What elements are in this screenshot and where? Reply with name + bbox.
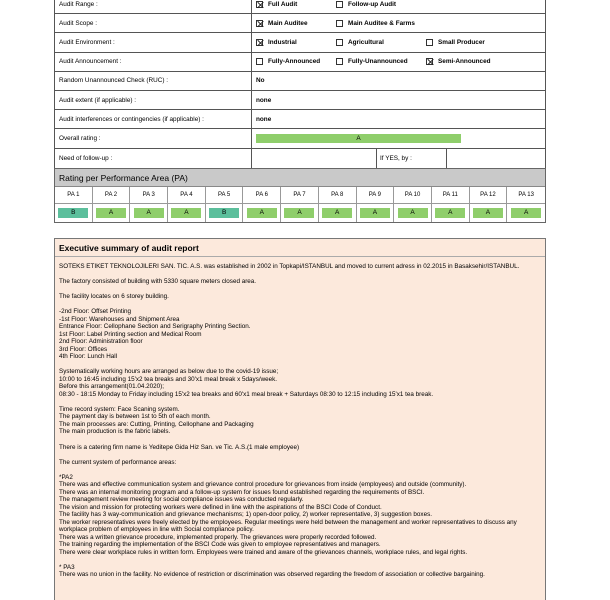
- audit-announcement-label: Audit Announcement :: [55, 52, 252, 71]
- pa-grade-cell: [394, 204, 432, 222]
- pa-grade-cell: [357, 204, 395, 222]
- audit-interferences-row: [55, 110, 546, 129]
- checkbox-icon[interactable]: [336, 58, 343, 65]
- checkbox-icon[interactable]: [256, 39, 263, 46]
- audit-environment-label: Audit Environment :: [55, 33, 252, 52]
- pa-grade-cell: [470, 204, 508, 222]
- overall-rating-label: Overall rating :: [55, 129, 252, 148]
- pa-grade-badge: A: [284, 208, 314, 218]
- pa-header-cell: PA 5: [206, 187, 244, 204]
- overall-rating-row: [55, 129, 546, 148]
- pa-grade-badge: A: [247, 208, 277, 218]
- summary-paragraph: * PA3 There was no union in the facility. No evidence of restriction or discrimination was observed regarding the freedom of association or collective bargaining.: [59, 563, 485, 579]
- summary-paragraph: The factory consisted of building with 5330 square meters closed area.: [59, 278, 257, 286]
- pa-header-cell: PA 8: [319, 187, 357, 204]
- summary-paragraph: The facility locates on 6 storey building.: [59, 293, 169, 301]
- audit-range-options: [252, 0, 546, 14]
- pa-grade-cell: [130, 204, 168, 222]
- pa-header-cell: PA 6: [243, 187, 281, 204]
- summary-paragraph: There is a catering firm name is Yeditepe Gida Hiz San. ve Tic. A.S.(1 male employee): [59, 443, 300, 451]
- pa-rating-title: Rating per Performance Area (PA): [55, 169, 545, 187]
- pa-grade-badge: A: [134, 208, 164, 218]
- summary-paragraph: Systematically working hours are arranged as below due to the covid-19 issue; 10:00 to 16:45 including 15'x2 tea breaks and 30'x1 meal break x 5days/week. Before this arrangement(01.04.2020); 08:30 - 18:15 Monday to Friday including 15'x2 tea breaks and 60'x1 meal break + Saturdays 08:30 to 12:15 including 15'x1 tea break.: [59, 368, 434, 398]
- pa-header-cell: PA 13: [507, 187, 545, 204]
- pa-header-cell: PA 12: [470, 187, 508, 204]
- overall-rating-value: A: [256, 134, 461, 143]
- option-industrial[interactable]: Industrial: [256, 39, 336, 46]
- pa-grade-badge: A: [435, 208, 465, 218]
- audit-environment-row: [55, 33, 546, 52]
- pa-header-row: [55, 187, 545, 204]
- pa-grade-badge: A: [473, 208, 503, 218]
- audit-interferences-label: Audit interferences or contingencies (if applicable) :: [55, 110, 252, 129]
- pa-header-cell: PA 2: [93, 187, 131, 204]
- executive-summary-panel: [54, 238, 546, 600]
- pa-grade-badge: B: [58, 208, 88, 218]
- ruc-label: Random Unannounced Check (RUC) :: [55, 71, 252, 90]
- option-semi-announced[interactable]: Semi-Announced: [426, 58, 491, 65]
- checkbox-icon[interactable]: [426, 39, 433, 46]
- audit-announcement-row: [55, 52, 546, 71]
- audit-scope-label: Audit Scope :: [55, 14, 252, 33]
- pa-grade-cell: [281, 204, 319, 222]
- follow-up-label: Need of follow-up :: [55, 148, 252, 168]
- audit-extent-row: [55, 90, 546, 109]
- audit-info-table: [54, 0, 546, 169]
- overall-rating-cell: [252, 129, 546, 148]
- option-fully-unannounced[interactable]: Fully-Unannounced: [336, 58, 426, 65]
- option-fully-announced[interactable]: Fully-Announced: [256, 58, 336, 65]
- pa-grade-cell: [55, 204, 93, 222]
- audit-interferences-value: none: [252, 110, 546, 129]
- pa-header-cell: PA 3: [130, 187, 168, 204]
- checkbox-icon[interactable]: [336, 20, 343, 27]
- pa-grade-badge: B: [209, 208, 239, 218]
- pa-grade-cell: [319, 204, 357, 222]
- executive-summary-body: [55, 257, 545, 579]
- summary-paragraph: *PA2 There was and effective communication system and grievance control procedure for grievances from inside (employees) and outside (community). There was an internal monitoring program and a follow-up system for issues found established regarding the requirements of BSCI. The management review meeting for social compliance issues was conducted regularly. The vision and mission for protecting workers were defined in line with the aspirations of the BSCI Code of Conduct. The facility has 3 way-communication and grievance mechanisms; 1) open-door policy, 2) worker representative, 3) suggestion boxes. The worker representatives were freely elected by the employees. Regular meetings were held between the management and worker representatives to discuss any workplace problem of employees in line with Social compliance policy. There was a written grievance procedure, implemented properly. The grievances were properly recorded followed. The training regarding the implementation of the BSCI Code was given to employee representatives and managers. There were clear workplace rules in written form. Employees were trained and aware of the grievances channels, workplace rules, and legal rights.: [59, 473, 517, 556]
- option-main-auditee[interactable]: Main Auditee: [256, 20, 336, 27]
- audit-range-row: [55, 0, 546, 14]
- summary-paragraph: -2nd Floor: Offset Printing -1st Floor: Warehouses and Shipment Area Entrance Floor: Cellophane Section and Serigraphy Printing Section. 1st Floor: Label Printing section and Medical Room 2nd Floor: Administration floor 3rd Floor: Offices 4th Floor: Lunch Hall: [59, 308, 251, 361]
- option-full-audit[interactable]: Full Audit: [256, 1, 336, 8]
- pa-header-cell: PA 7: [281, 187, 319, 204]
- checkbox-icon[interactable]: [256, 1, 263, 8]
- pa-grade-badge: A: [322, 208, 352, 218]
- summary-paragraph: The current system of performance areas:: [59, 458, 177, 466]
- pa-header-cell: PA 11: [432, 187, 470, 204]
- pa-header-cell: PA 1: [55, 187, 93, 204]
- pa-grade-badge: A: [360, 208, 390, 218]
- pa-grade-cell: [168, 204, 206, 222]
- ruc-value: No: [252, 71, 546, 90]
- pa-grade-badge: A: [511, 208, 541, 218]
- checkbox-icon[interactable]: [336, 39, 343, 46]
- pa-grade-badge: A: [96, 208, 126, 218]
- audit-scope-row: [55, 14, 546, 33]
- checkbox-icon[interactable]: [256, 58, 263, 65]
- follow-up-row: [55, 148, 546, 168]
- if-yes-label: If YES, by :: [377, 149, 447, 168]
- option-small-producer[interactable]: Small Producer: [426, 39, 485, 46]
- audit-scope-options: [252, 14, 546, 33]
- checkbox-icon[interactable]: [426, 58, 433, 65]
- if-yes-cell: [377, 148, 546, 168]
- follow-up-value[interactable]: [252, 148, 377, 168]
- ruc-row: [55, 71, 546, 90]
- summary-paragraph: SOTEKS ETIKET TEKNOLOJILERI SAN. TIC. A.S. was established in 2002 in Topkapi/ISTANBUL and moved to current adress in 02.2015 in Basaksehir/ISTANBUL.: [59, 263, 520, 270]
- checkbox-icon[interactable]: [336, 1, 343, 8]
- option-agricultural[interactable]: Agricultural: [336, 39, 426, 46]
- pa-grade-cell: [243, 204, 281, 222]
- pa-grade-badge: A: [398, 208, 428, 218]
- executive-summary-title: Executive summary of audit report: [55, 239, 545, 257]
- pa-rating-panel: [54, 168, 546, 223]
- option-follow-up-audit[interactable]: Follow-up Audit: [336, 1, 396, 8]
- pa-header-cell: PA 10: [394, 187, 432, 204]
- summary-paragraph: Time record system: Face Scaning system. The payment day is between 1st to 5th of each month. The main processes are: Cutting, Printing, Cellophane and Packaging The main production is the fabric labels.: [59, 405, 254, 436]
- audit-announcement-options: [252, 52, 546, 71]
- audit-environment-options: [252, 33, 546, 52]
- audit-extent-label: Audit extent (if applicable) :: [55, 90, 252, 109]
- checkbox-icon[interactable]: [256, 20, 263, 27]
- audit-range-label: Audit Range :: [55, 0, 252, 14]
- pa-grade-row: [55, 204, 545, 222]
- audit-extent-value: none: [252, 90, 546, 109]
- pa-grade-cell: [507, 204, 545, 222]
- pa-grade-cell: [432, 204, 470, 222]
- pa-header-cell: PA 9: [357, 187, 395, 204]
- pa-header-cell: PA 4: [168, 187, 206, 204]
- pa-grade-badge: A: [171, 208, 201, 218]
- option-main-auditee-farms[interactable]: Main Auditee & Farms: [336, 20, 415, 27]
- pa-grade-cell: [93, 204, 131, 222]
- pa-grade-cell: [206, 204, 244, 222]
